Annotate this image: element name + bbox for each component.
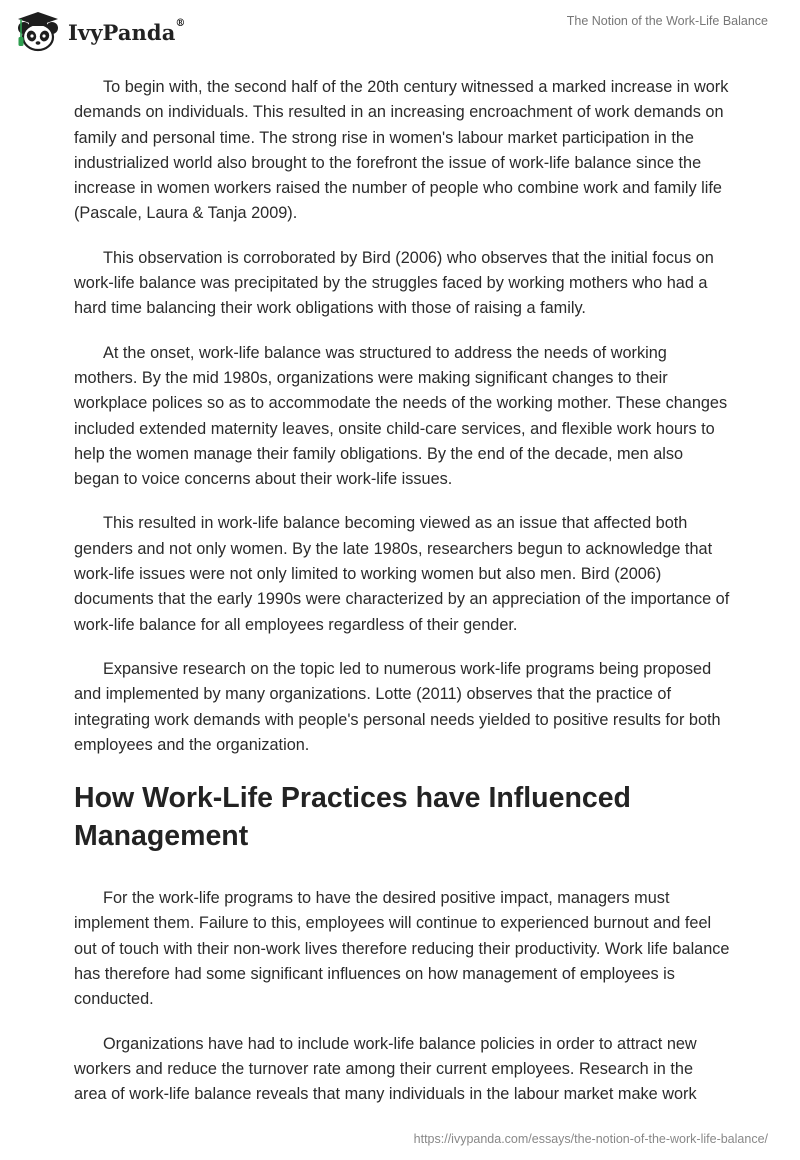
paragraph: For the work-life programs to have the desired positive impact, managers must implement them. Failure to this, employees will continue to experienced burnout and feel out of touch with their non-work lives therefore reducing their productivity. Work life balance has therefore had some significant influences on how management of employees is conducted. <box>74 889 730 1009</box>
paragraph: Organizations have had to include work-life balance policies in order to attract new workers and reduce the turnover rate among their current employees. Research in the area of work-life balance reveals that many individuals in the labour market make work <box>74 1034 697 1104</box>
paragraph: To begin with, the second half of the 20th century witnessed a marked increase in work demands on individuals. This resulted in an increasing encroachment of work demands on family and personal time. The strong rise in women's labour market participation in the industrialized world also brought to the forefront the issue of work-life balance since the increase in women workers raised the number of people who combine work and family life (Pascale, Laura & Tanja 2009). <box>74 78 729 223</box>
document-title: The Notion of the Work-Life Balance <box>566 14 768 28</box>
paragraph: At the onset, work-life balance was structured to address the needs of working mothers. By the mid 1980s, organizations were making significant changes to their workplace polices so as to accommodate the needs of the working mother. These changes included extended maternity leaves, onsite child-care services, and flexible work hours to help the women manage their family obligations. By the end of the decade, men also began to voice concerns about their work-life issues. <box>74 343 728 489</box>
paragraph: Expansive research on the topic led to numerous work-life programs being proposed and implemented by many organizations. Lotte (2011) observes that the practice of integrating work demands with people's personal needs yielded to positive results for both employees and the organization. <box>74 659 721 754</box>
brand-logo[interactable] <box>14 8 186 54</box>
essay-body <box>74 75 730 1127</box>
section-heading: How Work-Life Practices have Influenced Management <box>74 782 631 853</box>
registered-mark: ® <box>175 17 186 29</box>
page-header <box>0 0 800 64</box>
paragraph: This resulted in work-life balance becoming viewed as an issue that affected both genders and not only women. By the late 1980s, researchers begun to acknowledge that work-life issues were not only limited to working women but also men. Bird (2006) documents that the early 1990s were characterized by an appreciation of the importance of work-life balance for all employees regardless of their gender. <box>74 514 730 634</box>
source-url[interactable]: https://ivypanda.com/essays/the-notion-of-the-work-life-balance/ <box>413 1132 768 1146</box>
panda-logo-icon <box>14 8 62 54</box>
brand-name: IvyPanda® <box>68 17 186 45</box>
paragraph: This observation is corroborated by Bird (2006) who observes that the initial focus on work-life balance was precipitated by the struggles faced by working mothers who had a hard time balancing their work obligations with those of raising a family. <box>74 248 714 318</box>
